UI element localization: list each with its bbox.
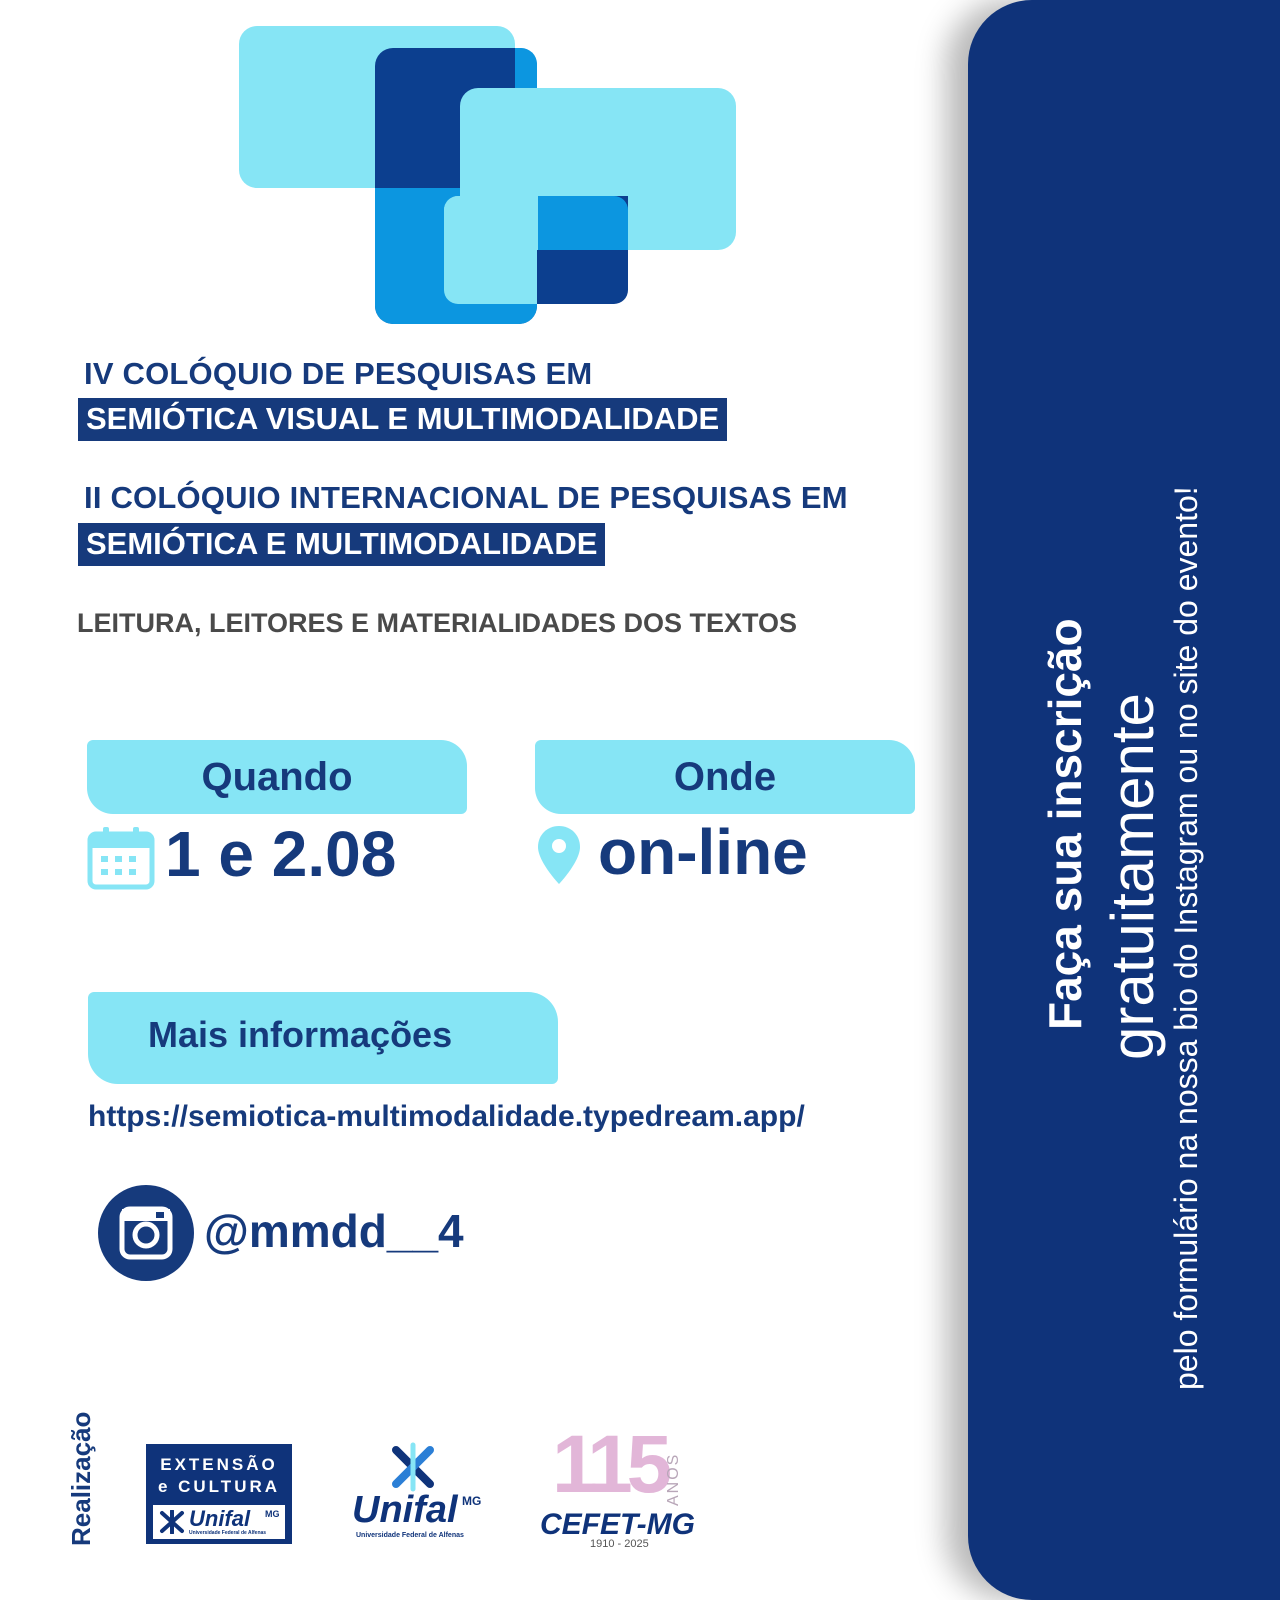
unifal-mark-icon xyxy=(388,1442,438,1492)
event-url[interactable]: https://semiotica-multimodalidade.typedream.app/ xyxy=(88,1100,805,1133)
realizacao-label: Realização xyxy=(66,1411,96,1546)
where-label: Onde xyxy=(535,740,915,814)
registration-panel xyxy=(968,0,1280,1600)
title-line-2: SEMIÓTICA VISUAL E MULTIMODALIDADE xyxy=(78,398,727,441)
when-label: Quando xyxy=(87,740,467,814)
instagram-icon[interactable] xyxy=(98,1185,194,1281)
when-value: 1 e 2.08 xyxy=(165,818,397,890)
info-label: Mais informações xyxy=(148,1014,453,1055)
extensao-cultura-logo xyxy=(146,1444,292,1544)
where-value: on-line xyxy=(598,816,808,888)
unifal-small-text: Unifal xyxy=(189,1506,251,1531)
unifal-sup: MG xyxy=(462,1494,482,1508)
title-line-1: IV COLÓQUIO DE PESQUISAS EM xyxy=(84,356,593,391)
panel-heading: Faça sua inscrição xyxy=(1039,618,1091,1030)
cefet-anos: ANOS xyxy=(665,1452,682,1506)
cefet-115: 115 xyxy=(552,1419,667,1510)
cefet-years: 1910 - 2025 xyxy=(590,1538,649,1550)
title-line-3: II COLÓQUIO INTERNACIONAL DE PESQUISAS EM xyxy=(84,480,848,515)
extensao-line-1: EXTENSÃO xyxy=(160,1455,278,1474)
instagram-handle[interactable]: @mmdd__4 xyxy=(204,1205,464,1257)
unifal-small-sup: MG xyxy=(265,1509,280,1519)
unifal-subtitle: Universidade Federal de Alfenas xyxy=(356,1532,464,1539)
panel-instructions: pelo formulário na nossa bio do Instagram ou no site do evento! xyxy=(1168,486,1204,1390)
event-theme: LEITURA, LEITORES E MATERIALIDADES DOS TEXTOS xyxy=(77,608,798,638)
cefet-name: CEFET-MG xyxy=(540,1508,695,1541)
location-pin-icon xyxy=(536,824,582,891)
panel-subheading: gratuitamente xyxy=(1099,693,1166,1060)
unifal-small-subtitle: Universidade Federal de Alfenas xyxy=(189,1530,267,1536)
extensao-line-2: e CULTURA xyxy=(157,1477,281,1496)
calendar-icon xyxy=(87,826,155,895)
unifal-text: Unifal xyxy=(352,1489,458,1531)
title-line-4: SEMIÓTICA E MULTIMODALIDADE xyxy=(78,523,605,566)
